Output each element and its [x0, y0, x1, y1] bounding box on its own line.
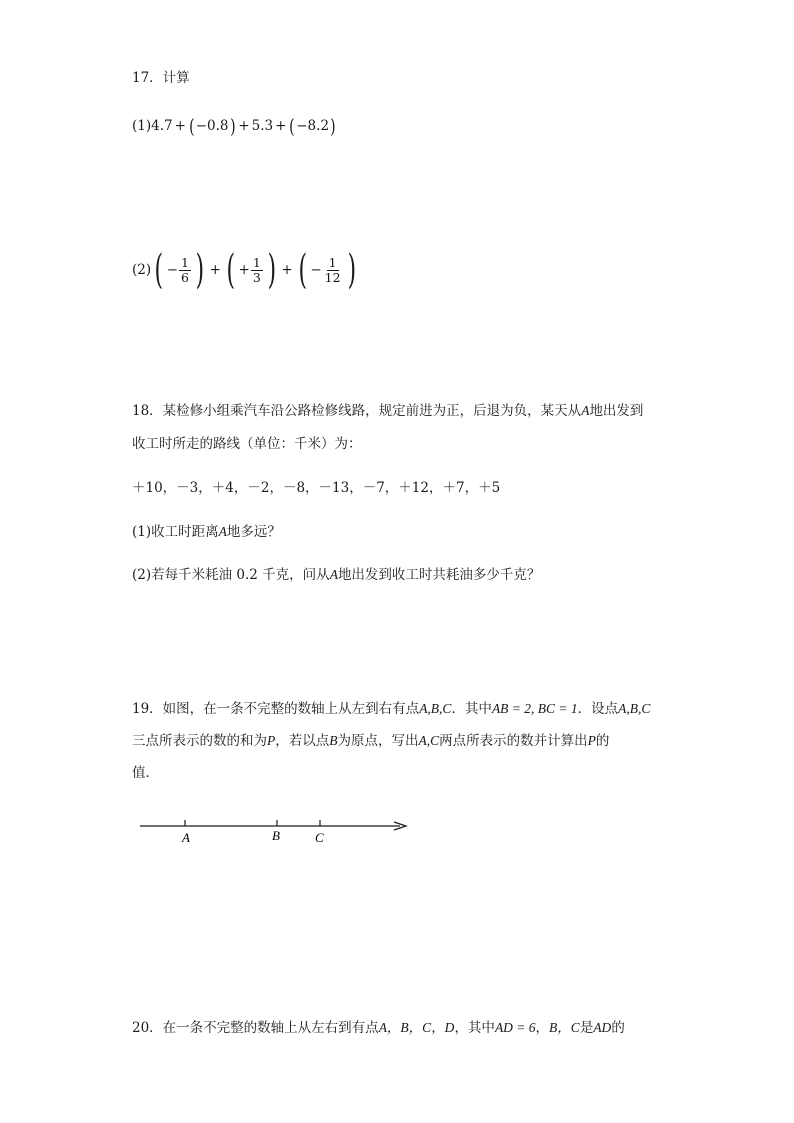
q17-title: 17．计算	[132, 70, 190, 86]
q17-part2: (2) ( − $\frac{1}{6}$ ) + ( + $\frac{1}{3}$ ) + ( − $\frac{1}{12}$ )	[132, 247, 356, 293]
q17-part1-plus2: +	[238, 118, 250, 134]
q19-line2: 三点所表示的数的和为P，若以点B为原点，写出A,C两点所表示的数并计算出P的	[132, 733, 610, 749]
q17-part1-term2: 5.3	[251, 118, 274, 134]
q18-sub1: (1)收工时距离A地多远？	[132, 524, 281, 540]
fraction3-sign: −	[310, 262, 322, 278]
fraction1-sign: −	[166, 262, 179, 278]
point-a: A	[581, 403, 590, 418]
q19-line1: 19．如图，在一条不完整的数轴上从左到右有点A,B,C．其中AB = 2, BC = 1．设点A,B,C	[132, 701, 651, 717]
q17-part1-plus3: +	[275, 118, 287, 134]
q17-part2-plus1: +	[209, 262, 221, 278]
q17-part1-term1: 4.7	[151, 118, 173, 134]
fraction3: $\frac{1}{12}$	[324, 254, 341, 285]
q17-part1-plus1: +	[174, 118, 186, 134]
q17-part1: (1) 4.7 + ( −0.8 ) + 5.3 + ( −8.2 )	[132, 114, 336, 138]
q17-part1-label: (1)	[132, 118, 152, 134]
q17-part2-plus2: +	[281, 262, 293, 278]
label-a: A	[182, 830, 190, 845]
fraction2: $\frac{1}{3}$	[252, 254, 261, 285]
label-c: C	[315, 830, 324, 845]
q17-part1-neg2: −8.2	[296, 118, 330, 134]
q18-sub2: (2)若每千米耗油 0.2 千克，问从A地出发到收工时共耗油多少千克？	[132, 567, 541, 583]
q18-line2: 收工时所走的路线（单位：千米）为：	[132, 436, 362, 452]
number-line-figure	[130, 810, 420, 850]
q19-line3: 值．	[132, 765, 159, 781]
q18-values: ＋10，－3，＋4，－2，－8，－13，－7，＋12，＋7，＋5	[132, 480, 501, 496]
q20-line1: 20．在一条不完整的数轴上从左右到有点A，B，C，D，其中AD = 6，B，C是AD的	[132, 1020, 625, 1036]
label-b: B	[272, 828, 280, 843]
q18-line1: 18．某检修小组乘汽车沿公路检修线路，规定前进为正，后退为负，某天从A地出发到	[132, 403, 644, 419]
q17-part1-neg1: −0.8	[195, 118, 229, 134]
q17-part2-label: (2)	[132, 262, 152, 278]
fraction1: $\frac{1}{6}$	[181, 254, 189, 285]
fraction2-sign: +	[238, 262, 250, 278]
